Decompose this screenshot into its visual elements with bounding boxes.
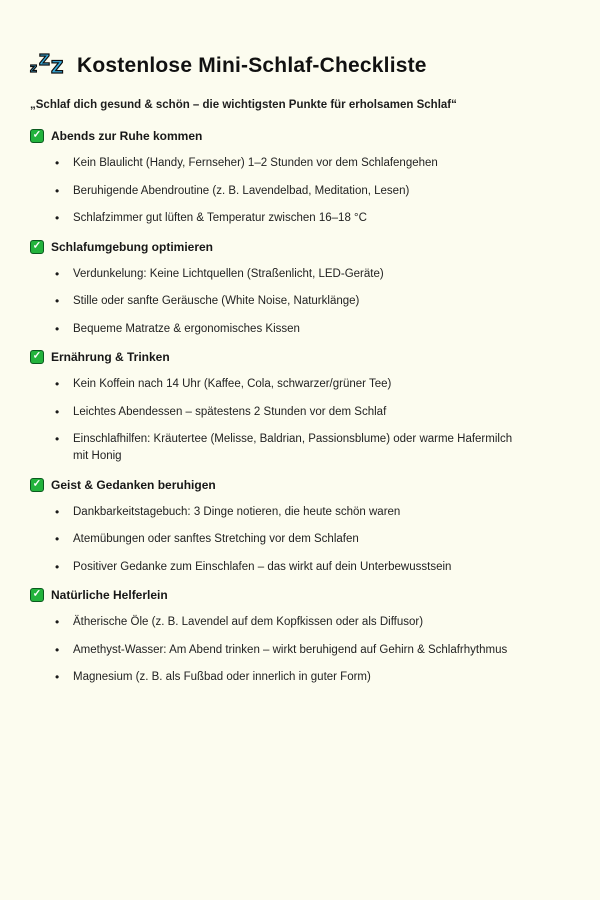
checkmark-glyph: ✓ [32, 478, 42, 489]
list-item [30, 178, 530, 206]
list-item [30, 288, 530, 316]
checklist-sections [30, 122, 572, 692]
bullet-icon: • [55, 404, 60, 419]
bullet-icon: • [55, 377, 60, 391]
document-header [30, 50, 572, 82]
bullet-icon: • [55, 294, 60, 308]
checkmark-glyph: ✓ [32, 350, 42, 362]
section-header [30, 343, 572, 371]
zzz-letter: Z [51, 58, 64, 78]
list-item-text: Schlafzimmer gut lüften & Temperatur zwischen 16–18 °C [73, 212, 367, 224]
list-item-text: Einschlafhilfen: Kräutertee (Melisse, Baldrian, Passionsblume) oder warme Hafermilch mit Honig [73, 433, 513, 462]
section-abends-zur-ruhe [30, 122, 572, 233]
bullet-icon: • [55, 504, 60, 519]
green-checkbox-icon [30, 350, 44, 364]
zzz-letter: Z [39, 51, 50, 69]
list-item [30, 261, 530, 289]
checkmark-glyph: ✓ [32, 129, 42, 141]
list-item [30, 609, 530, 637]
checkmark-glyph: ✓ [32, 588, 42, 600]
bullet-icon: • [55, 642, 60, 657]
bullet-icon: • [55, 670, 60, 684]
list-item [30, 399, 530, 427]
list-item [30, 637, 530, 665]
list-item [30, 554, 530, 582]
bullet-icon: • [55, 183, 60, 198]
list-item [30, 371, 530, 399]
bullet-icon: • [55, 211, 60, 225]
section-natuerliche-helferlein [30, 581, 572, 692]
section-schlafumgebung [30, 233, 572, 344]
bullet-icon: • [55, 532, 60, 546]
list-item [30, 426, 530, 471]
section-header [30, 581, 572, 609]
section-header [30, 233, 572, 261]
bullet-icon: • [55, 432, 60, 446]
list-item [30, 150, 530, 178]
green-checkbox-icon [30, 478, 44, 492]
zzz-letter: z [30, 61, 37, 75]
section-title: Schlafumgebung optimieren [51, 239, 214, 254]
bullet-icon: • [55, 615, 60, 629]
subtitle: „Schlaf dich gesund & schön – die wichtigsten Punkte für erholsamen Schlaf“ [30, 99, 457, 111]
list-item-text: Leichtes Abendessen – spätestens 2 Stunden vor dem Schlaf [73, 405, 387, 418]
list-item [30, 205, 530, 233]
page-title: Kostenlose Mini-Schlaf-Checkliste [77, 54, 427, 77]
bullet-icon: • [55, 156, 60, 170]
list-item-text: Verdunkelung: Keine Lichtquellen (Straßenlicht, LED-Geräte) [73, 267, 384, 280]
list-item-text: Amethyst-Wasser: Am Abend trinken – wirkt beruhigend auf Gehirn & Schlafrhythmus [73, 643, 508, 656]
list-item-text: Magnesium (z. B. als Fußbad oder innerlich in guter Form) [73, 671, 371, 683]
section-title: Ernährung & Trinken [51, 350, 170, 364]
list-item-text: Positiver Gedanke zum Einschlafen – das wirkt auf dein Unterbewusstsein [73, 560, 452, 573]
list-item-text: Kein Koffein nach 14 Uhr (Kaffee, Cola, schwarzer/grüner Tee) [73, 378, 392, 390]
section-ernaehrung-trinken [30, 343, 572, 471]
list-item-text: Ätherische Öle (z. B. Lavendel auf dem Kopfkissen oder als Diffusor) [73, 616, 424, 628]
green-checkbox-icon [30, 240, 44, 254]
list-item [30, 316, 530, 344]
green-checkbox-icon [30, 129, 44, 143]
section-geist-gedanken [30, 471, 572, 582]
list-item-text: Stille oder sanfte Geräusche (White Noise, Naturklänge) [73, 295, 360, 307]
section-header [30, 122, 572, 150]
bullet-icon: • [55, 266, 60, 281]
list-item [30, 526, 530, 554]
list-item [30, 499, 530, 527]
bullet-icon: • [55, 321, 60, 336]
section-title: Geist & Gedanken beruhigen [51, 477, 216, 492]
zzz-sleep-icon [30, 51, 68, 81]
green-checkbox-icon [30, 588, 44, 602]
list-item-text: Kein Blaulicht (Handy, Fernseher) 1–2 Stunden vor dem Schlafengehen [73, 157, 438, 169]
section-header [30, 471, 572, 499]
section-title: Abends zur Ruhe kommen [51, 129, 203, 143]
bullet-icon: • [55, 559, 60, 574]
list-item-text: Beruhigende Abendroutine (z. B. Lavendelbad, Meditation, Lesen) [73, 184, 410, 197]
list-item-text: Dankbarkeitstagebuch: 3 Dinge notieren, die heute schön waren [73, 505, 401, 518]
section-title: Natürliche Helferlein [51, 588, 168, 602]
list-item-text: Atemübungen oder sanftes Stretching vor dem Schlafen [73, 533, 359, 545]
list-item-text: Bequeme Matratze & ergonomisches Kissen [73, 322, 300, 335]
checkmark-glyph: ✓ [32, 240, 42, 251]
list-item [30, 664, 530, 692]
